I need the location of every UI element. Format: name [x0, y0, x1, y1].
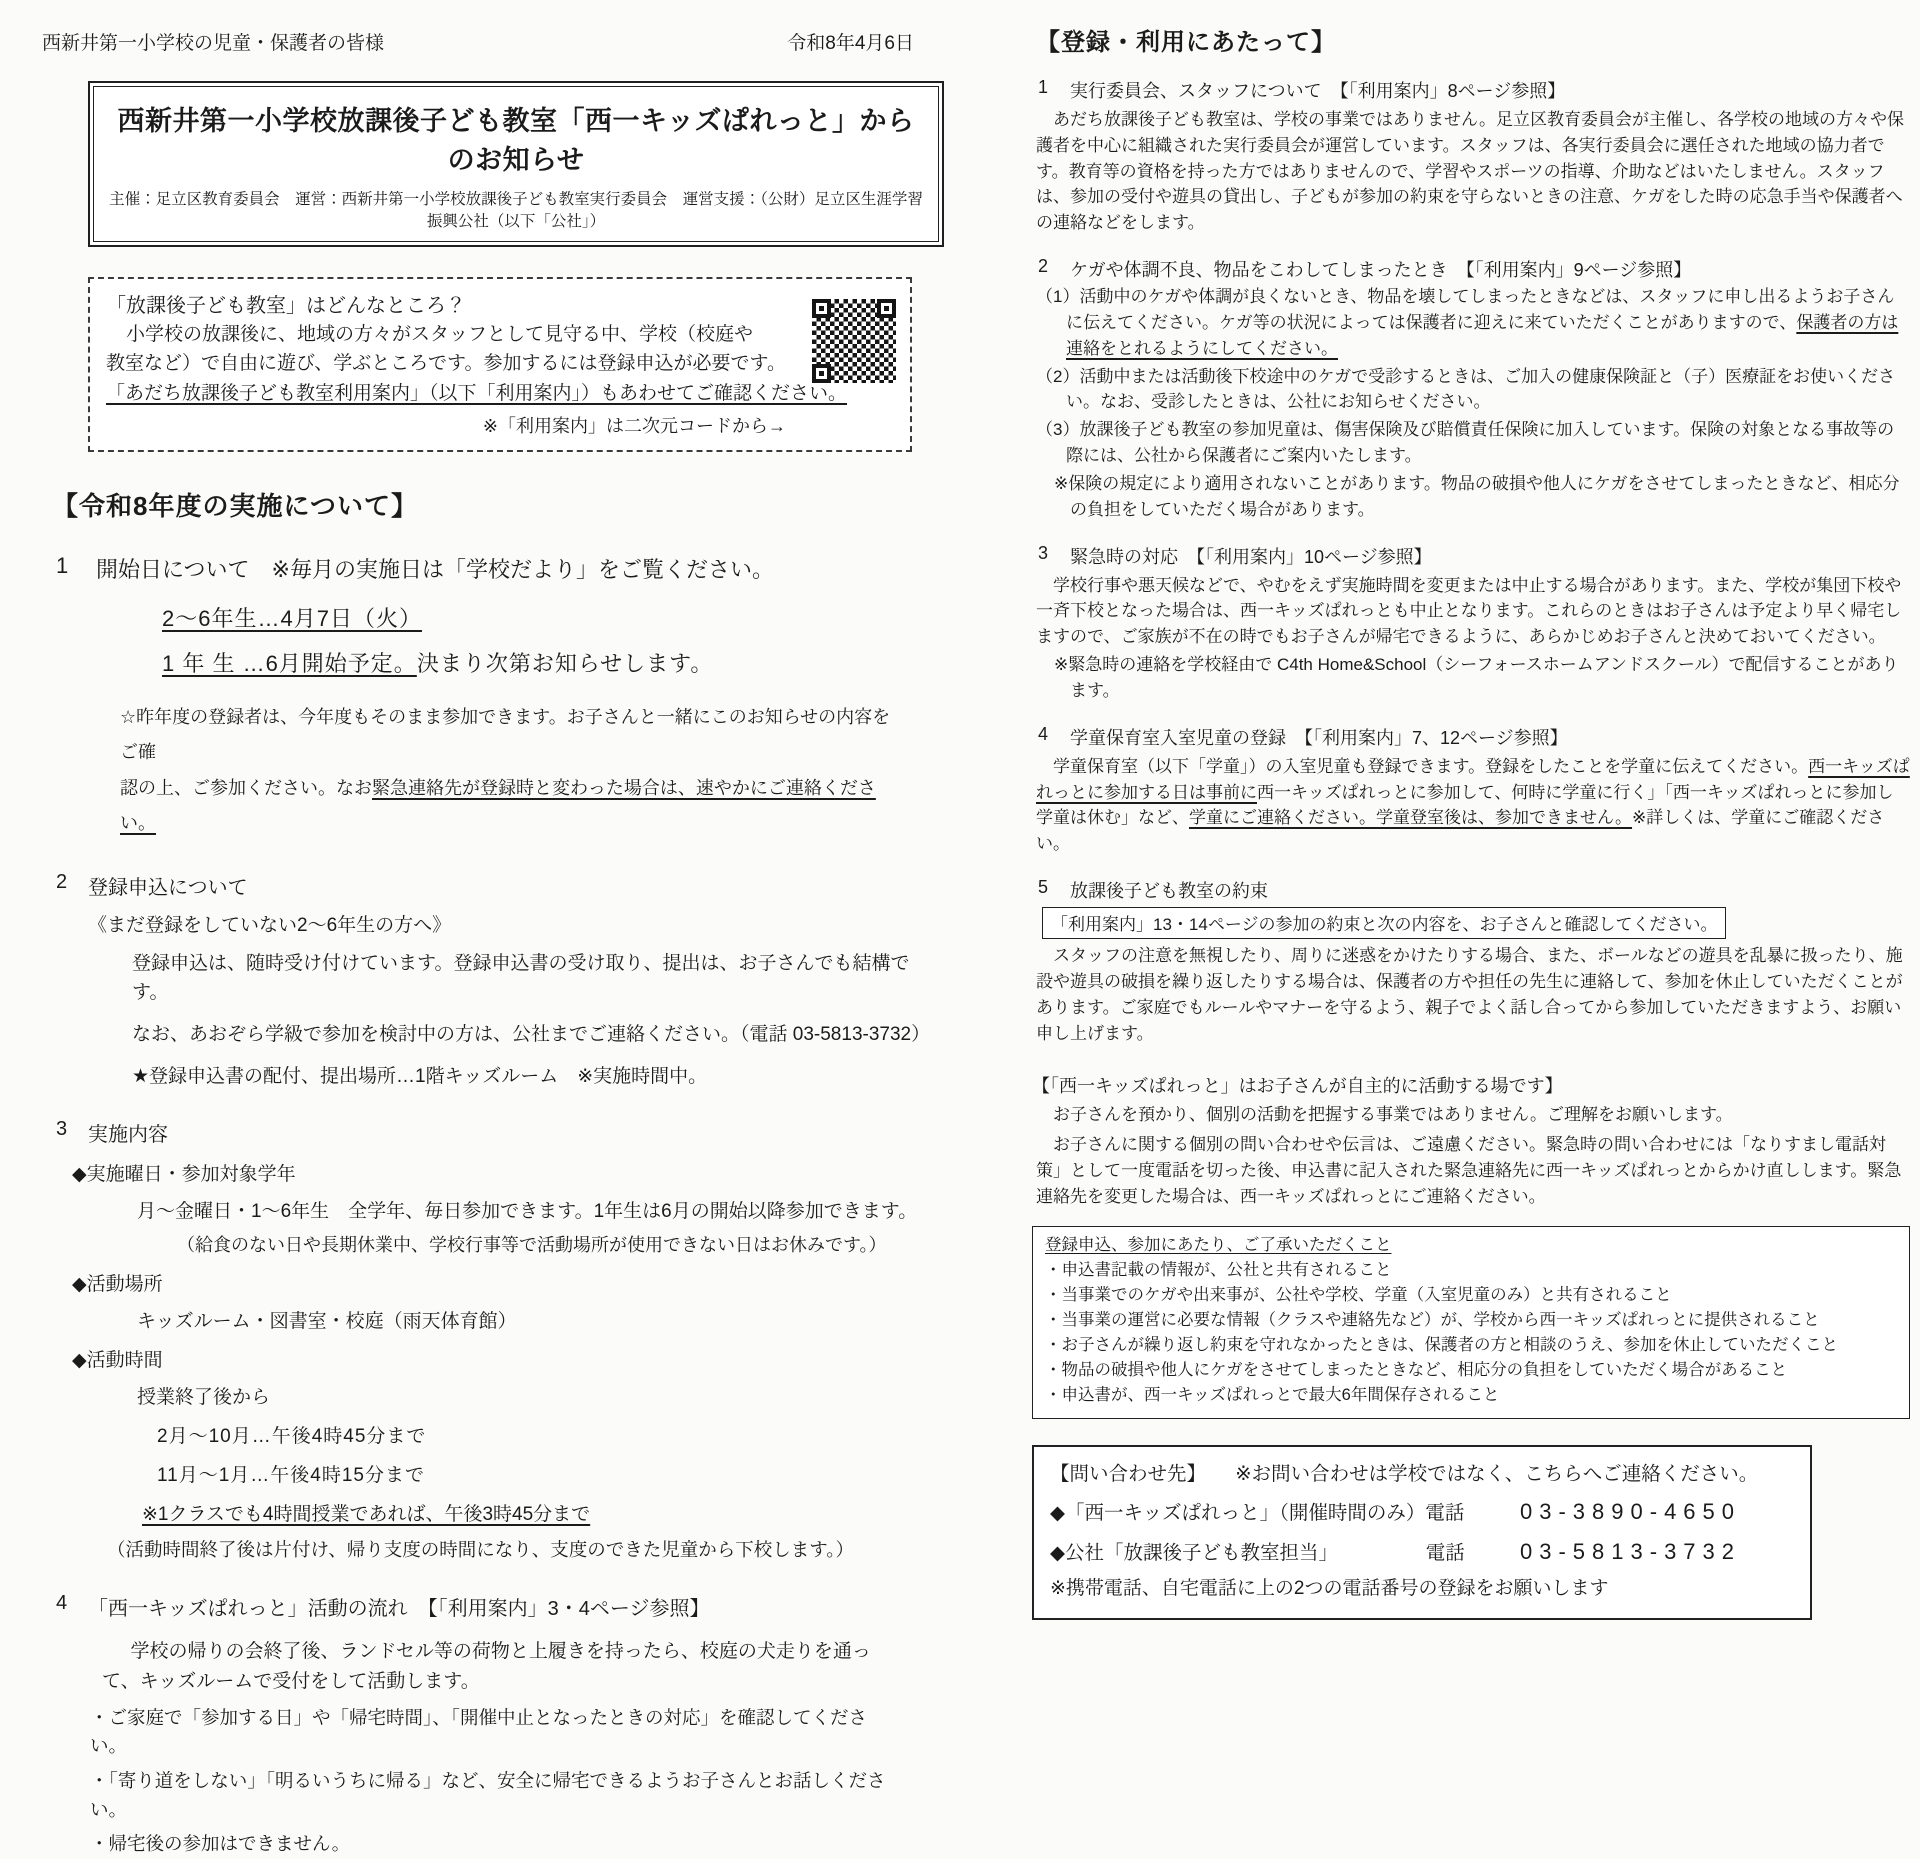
section-number: 1 [1038, 77, 1049, 97]
self-directed-block [1032, 1072, 1910, 1209]
contact-box [1032, 1445, 1812, 1619]
contact-row-kosha [1050, 1532, 1794, 1572]
intro-line [106, 379, 894, 408]
date-line: 令和8年4月6日 [787, 33, 914, 54]
schedule-subheading: ◆実施曜日・参加対象学年 [72, 1164, 296, 1185]
section-number: 2 [1038, 256, 1049, 277]
qr-finder-icon [812, 364, 831, 383]
emergency-paragraph: 学校行事や悪天候などで、やむをえず実施時間を変更または中止する場合があります。また、学校が集団下校や一斉下校となった場合は、西一キッズぱれっとも中止となります。これらのときはお子さんは予定より早く帰宅しますので、ご家族が不在の時でもお子さんが帰宅できるように、あらかじめお子さんと決めておいてください。 [1036, 575, 1902, 647]
section-title-text: 実施内容 [88, 1124, 168, 1146]
section-number: 2 [56, 870, 68, 893]
right-section-4 [1032, 724, 1910, 857]
page-title: 西新井第一小学校放課後子ども教室「西一キッズぱれっと」からのお知らせ [117, 106, 915, 175]
section-4-title [42, 1592, 942, 1621]
consent-item: ・申込書が、西一キッズぱれっとで最大6年間保存されること [1045, 1386, 1500, 1405]
right-section-5 [1032, 877, 1910, 1046]
consent-item: ・当事業の運営に必要な情報（クラスや連絡先など）が、学校から西一キッズぱれっとに提供されること [1045, 1310, 1820, 1329]
phone-registration-note: ※携帯電話、自宅電話に上の2つの電話番号の登録をお願いします [1050, 1577, 1609, 1599]
aozora-class-paragraph: なお、あおぞら学級で参加を検討中の方は、公社までご連絡ください。（電話 03-5813-3732） [132, 1023, 931, 1045]
closed-days-note: （給食のない日や長期休業中、学校行事等で活動場所が使用できない日はお休みです。） [177, 1235, 887, 1255]
intro-line: 小学校の放課後に、地域の方々がスタッフとして見守る中、学校（校庭や [126, 324, 754, 345]
section-title-text: 放課後子ども教室の約束 [1070, 881, 1268, 902]
qr-note: ※「利用案内」は二次元コードから→ [482, 416, 786, 437]
not-yet-registered-subheading: 《まだ登録をしていない2～6年生の方へ》 [88, 914, 452, 936]
section-number: 3 [56, 1118, 68, 1140]
section-2-title [42, 871, 942, 900]
location-line: キッズルーム・図書室・校庭（雨天体育館） [137, 1311, 517, 1332]
qr-code [812, 299, 896, 383]
committee-staff-paragraph: あだち放課後子ども教室は、学校の事業ではありません。足立区教育委員会が主催し、各学校の地域の方々や保護者を中心に組織された実行委員会が運営しています。スタッフは、各実行委員会に選任された地域の協力者です。教育等の資格を持った方ではありませんので、学習やスポーツの指導、介助などはいたしません。スタッフは、参加の受付や遊具の貸出し、子どもが参加の約束を守らないときの注意、ケガをした時の応急手当や保護者への連絡などをします。 [1036, 110, 1905, 233]
right-page [1032, 22, 1910, 1620]
c4th-note: ※緊急時の連絡を学校経由で C4th Home&School（シーフォースホームアンドスクール）で配信することがあります。 [1054, 655, 1899, 700]
left-section-1 [42, 553, 942, 840]
left-section-3 [42, 1118, 942, 1562]
intro-line: 教室など）で自由に遊び、学ぶところです。参加するには登録申込が必要です。 [106, 353, 787, 375]
four-period-note: ※1クラスでも4時間授業であれば、午後3時45分まで [142, 1504, 591, 1525]
r-section-4-title [1032, 724, 1910, 750]
hours-nov-jan: 11月～1月…午後4時15分まで [157, 1465, 425, 1486]
flow-bullet: ・ご家庭で「参加する日」や「帰宅時間」、「開催中止となったときの対応」を確認してください。 [90, 1706, 868, 1757]
returning-registrants-note: ☆昨年度の登録者は、今年度もそのまま参加できます。お子さんと一緒にこのお知らせの内容をご確 認の上、ご参加ください。なお緊急連絡先が登録時と変わった場合は、速やかにご連絡ください。 [120, 707, 891, 833]
r-section-3-title [1032, 543, 1910, 569]
promise-boxed-line: 「利用案内」13・14ページの参加の約束と次の内容を、お子さんと確認してください。 [1042, 907, 1726, 939]
recipient-line: 西新井第一小学校の児童・保護者の皆様 [42, 33, 385, 54]
hours-subheading: ◆活動時間 [72, 1350, 163, 1371]
section-1-title [42, 553, 942, 584]
consent-box [1032, 1226, 1910, 1420]
qr-finder-icon [877, 299, 896, 318]
section-title-text: 学童保育室入室児童の登録 【「利用案内」7、12ページ参照】 [1070, 727, 1568, 748]
qr-finder-icon [812, 299, 831, 318]
consent-item: ・お子さんが繰り返し約束を守れなかったときは、保護者の方と相談のうえ、参加を休止していただくこと [1045, 1335, 1838, 1354]
page-header [42, 28, 942, 55]
section-title-text: 緊急時の対応 【「利用案内」10ページ参照】 [1070, 546, 1432, 567]
start-date-grades-2-6: 2～6年生…4月7日（火） [162, 606, 422, 632]
form-location-line: ★登録申込書の配付、提出場所…1階キッズルーム ※実施時間中。 [132, 1066, 708, 1087]
injury-item-2: （2）活動中または活動後下校途中のケガで受診するときは、ご加入の健康保険証と（子）医療証をお使いください。なお、受診したときは、公社にお知らせください。 [1036, 366, 1896, 412]
end-of-day-note: （活動時間終了後は片付け、帰り支度の時間になり、支度のできた児童から下校します。） [107, 1539, 855, 1560]
hours-feb-oct: 2月～10月…午後4時45分まで [157, 1426, 427, 1447]
intro-box [88, 277, 912, 452]
section-number: 5 [1038, 877, 1049, 898]
section-number: 4 [1038, 723, 1049, 744]
left-section-4 [42, 1592, 942, 1859]
self-directed-paragraph-2: お子さんに関する個別の問い合わせや伝言は、ご遠慮ください。緊急時の問い合わせには「なりすまし電話対策」として一度電話を切った後、申込書に記入された緊急連絡先に西一キッズぱれっとからかけ直しします。緊急連絡先を変更した場合は、西一キッズぱれっとにご連絡ください。 [1036, 1135, 1902, 1206]
right-section-2 [1032, 256, 1910, 522]
consent-item: ・申込書記載の情報が、公社と共有されること [1045, 1260, 1392, 1279]
injury-item-1: （1）活動中のケガや体調が良くないとき、物品を壊してしまったときなどは、スタッフに申し出るようお子さんに伝えてください。ケガ等の状況によっては保護者に迎えに来ていただくことがありますので、保護者の方は連絡をとれるようにしてください。 [1036, 287, 1899, 358]
section-title-text: 実行委員会、スタッフについて 【「利用案内」8ページ参照】 [1070, 81, 1566, 101]
section-3-title [42, 1118, 942, 1147]
intro-underlined: 「あだち放課後子ども教室利用案内」（以下「利用案内」）もあわせてご確認ください。 [106, 382, 848, 404]
self-directed-heading: 【「西一キッズぱれっと」はお子さんが自主的に活動する場です】 [1032, 1076, 1563, 1097]
title-box [88, 81, 944, 247]
contact-label: ◆公社「放課後子ども教室担当」 電話 [1050, 1541, 1465, 1564]
self-directed-paragraph-1: お子さんを預かり、個別の活動を把握する事業ではありません。ご理解をお願いします。 [1053, 1105, 1733, 1125]
hours-start-line: 授業終了後から [137, 1387, 271, 1408]
section-number: 1 [56, 553, 69, 579]
promise-paragraph: スタッフの注意を無視したり、周りに迷惑をかけたりする場合、また、ボールなどの遊具を乱暴に扱ったり、施設や遊具の破損を繰り返したりする場合は、保護者の方や担任の先生に連絡して、参加を休止していただくことがあります。ご家庭でもルールやマナーを守るよう、親子でよく話し合ってから参加していただきますよう、お願い申し上げます。 [1036, 946, 1903, 1043]
gakudo-paragraph: 学童保育室（以下「学童」）の入室児童も登録できます。登録をしたことを学童に伝えてください。西一キッズぱれっとに参加する日は事前に西一キッズぱれっとに参加して、何時に学童に行く」「西一キッズぱれっとに参加し学童は休む」など、学童にご連絡ください。学童登室後は、参加できません。※詳しくは、学童にご確認ください。 [1036, 756, 1910, 854]
right-section-1 [1032, 77, 1910, 236]
contact-label: ◆「西一キッズぱれっと」（開催時間のみ）電話 [1050, 1502, 1465, 1525]
start-date-grade-1: 1 年 生 …6月開始予定。決まり次第お知らせします。 [162, 651, 714, 677]
consent-box-title: 登録申込、参加にあたり、ご了承いただくこと [1045, 1235, 1392, 1254]
consent-item: ・物品の破損や他人にケガをさせてしまったときなど、相応分の負担をしていただく場合があること [1045, 1361, 1788, 1380]
r-section-5-title [1032, 877, 1910, 903]
section-number: 4 [56, 1592, 68, 1614]
schedule-line: 月～金曜日・1～6年生 全学年、毎日参加できます。1年生は6月の開始以降参加できます。 [137, 1201, 918, 1222]
intro-question: 「放課後子ども教室」はどんなところ？ [106, 295, 466, 317]
section-title-text: 登録申込について [88, 876, 248, 899]
title-box-inner [93, 86, 939, 242]
insurance-note: ※保険の規定により適用されないことがあります。物品の破損や他人にケガをさせてしまったときなど、相応分の負担をしていただく場合があります。 [1054, 473, 1900, 519]
location-subheading: ◆活動場所 [72, 1274, 163, 1295]
phone-number-kids-palette: 03-3890-4650 [1520, 1499, 1742, 1525]
section-title-text: 「西一キッズぱれっと」活動の流れ 【「利用案内」3・4ページ参照】 [88, 1598, 710, 1620]
contact-box-title: 【問い合わせ先】 ※お問い合わせは学校ではなく、こちらへご連絡ください。 [1050, 1463, 1759, 1486]
flow-bullet: ・帰宅後の参加はできません。 [90, 1833, 351, 1855]
section-heading-implementation: 【令和8年度の実施について】 [52, 491, 418, 522]
section-title-text: 開始日について ※毎月の実施日は「学校だより」をご覧ください。 [96, 557, 774, 583]
section-heading-registration-use: 【登録・利用にあたって】 [1036, 29, 1336, 56]
right-section-3 [1032, 543, 1910, 704]
flow-bullet: ・「寄り道をしない」「明るいうちに帰る」など、安全に帰宅できるようお子さんとお話しください。 [90, 1770, 886, 1820]
activity-flow-paragraph: 学校の帰りの会終了後、ランドセル等の荷物と上履きを持ったら、校庭の犬走りを通って、キッズルームで受付をして活動します。 [102, 1641, 871, 1693]
registration-paragraph: 登録申込は、随時受け付けています。登録申込書の受け取り、提出は、お子さんでも結構です。 [132, 952, 910, 1004]
injury-item-3: （3）放課後子ども教室の参加児童は、傷害保険及び賠償責任保険に加入しています。保険の対象となる事故等の際には、公社から保護者にご案内いたします。 [1036, 420, 1895, 466]
section-number: 3 [1038, 542, 1049, 563]
left-section-2 [42, 871, 942, 1088]
r-section-2-title [1032, 256, 1910, 282]
left-page [42, 28, 942, 1859]
phone-number-kosha: 03-5813-3732 [1520, 1538, 1742, 1564]
organizer-line: 主催：足立区教育委員会 運営：西新井第一小学校放課後子ども教室実行委員会 運営支援：（公財）足立区生涯学習振興公社（以下「公社」） [109, 191, 923, 230]
contact-row-kids-palette [1050, 1492, 1794, 1532]
r-section-1-title [1032, 77, 1910, 103]
consent-item: ・当事業でのケガや出来事が、公社や学校、学童（入室児童のみ）と共有されること [1045, 1285, 1672, 1304]
section-title-text: ケガや体調不良、物品をこわしてしまったとき 【「利用案内」9ページ参照】 [1070, 260, 1692, 281]
